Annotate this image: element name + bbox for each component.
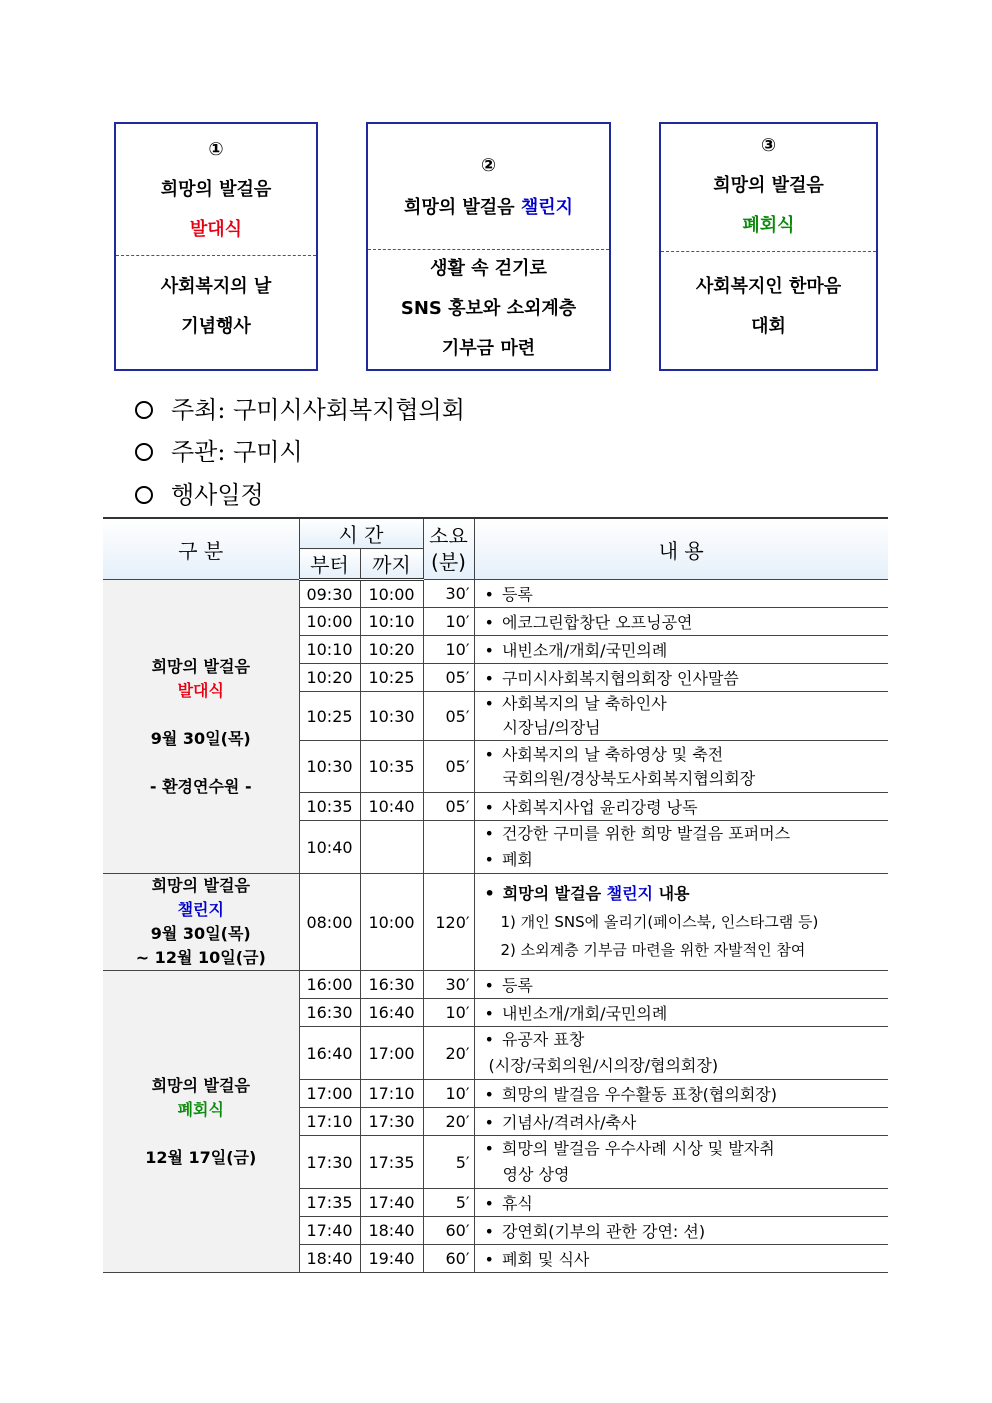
time-to: 10:40 [360,793,423,821]
content-text: • 희망의 발걸음 우수활동 표창(협의회장) [485,1085,777,1104]
box-subtitle: 폐회식 [742,215,795,236]
time-to: 17:30 [360,1108,423,1136]
time-to: 17:00 [360,1027,423,1080]
table-row [103,580,888,608]
content-text: • 사회복지사업 윤리강령 낭독 [485,798,698,817]
duration: 10′ [423,608,474,636]
content-highlight: 챌린지 [606,884,653,903]
time-to: 10:30 [360,692,423,741]
content-text: • 폐회 [485,850,533,869]
time-to: 10:00 [360,874,423,971]
content-text: • 사회복지의 날 축하인사 [485,694,667,713]
duration: 10′ [423,1080,474,1108]
schedule-title-text: 행사일정 [171,481,264,509]
circle-bullet-icon [135,443,153,461]
circle-bullet-icon [135,486,153,504]
time-from: 10:10 [299,636,360,664]
time-from: 17:30 [299,1136,360,1189]
box-desc-line: 생활 속 걷기로 [430,258,547,279]
box-desc-line: SNS 홍보와 소외계층 [400,298,577,319]
box-desc-line: 기부금 마련 [441,338,536,359]
box-number: ① [208,139,224,160]
header-duration: 소요 (분) [423,518,474,580]
box-number: ③ [760,135,777,156]
content-text: • 내빈소개/개회/국민의례 [485,1004,668,1023]
time-from: 18:40 [299,1245,360,1273]
event-box-launch [114,122,318,371]
time-from: 10:00 [299,608,360,636]
time-from: 17:10 [299,1108,360,1136]
category-cell-closing [103,971,299,1273]
content-text: • 휴식 [485,1194,533,1213]
header-category: 구 분 [103,518,299,580]
host-text: 주최: 구미시사회복지협의회 [171,396,465,424]
content-text: • 강연회(기부의 관한 강연: 션) [485,1222,706,1241]
time-to: 16:40 [360,999,423,1027]
time-from: 10:40 [299,821,360,874]
box-number: ② [480,155,497,176]
duration: 10′ [423,999,474,1027]
time-to: 17:10 [360,1080,423,1108]
category-title: 희망의 발걸음 [151,1075,250,1095]
duration: 120′ [423,874,474,971]
content-detail: 영상 상영 [502,1165,570,1184]
time-from: 16:30 [299,999,360,1027]
box-title: 희망의 발걸음 [403,197,515,218]
category-title: 희망의 발걸음 [151,876,250,895]
time-from: 16:40 [299,1027,360,1080]
category-cell-challenge [103,874,299,971]
duration: 5′ [423,1136,474,1189]
duration: 05′ [423,664,474,692]
duration: 05′ [423,793,474,821]
time-to: 10:00 [360,580,423,608]
time-to: 19:40 [360,1245,423,1273]
category-subtitle: 폐회식 [177,1099,224,1119]
content-text: 내용 [658,884,690,903]
content-text: • 기념사/격려사/축사 [485,1113,637,1132]
content-text: • 유공자 표창 [485,1030,585,1049]
organizer-text: 주관: 구미시 [171,438,303,466]
content-text: • 에코그린합창단 오프닝공연 [485,613,693,632]
content-subitem: 1) 개인 SNS에 올리기(페이스북, 인스타그램 등) [500,913,819,931]
category-date: 9월 30일(목) [150,728,251,748]
content-text: • 구미시사회복지협의회장 인사말씀 [485,669,739,688]
content-text: • 사회복지의 날 축하영상 및 축전 [485,745,724,764]
box-desc-line: 사회복지인 한마음 [695,276,842,297]
box-desc-line: 기념행사 [181,316,251,337]
box-title: 희망의 발걸음 [160,179,272,200]
time-to: 10:35 [360,741,423,793]
duration: 30′ [423,971,474,999]
category-cell-launch [103,580,299,874]
event-box-challenge [366,122,611,371]
duration: 05′ [423,741,474,793]
organizer-line [135,432,303,467]
time-to: 16:30 [360,971,423,999]
duration [423,821,474,874]
content-text: • 희망의 발걸음 우수사례 시상 및 발자취 [485,1139,775,1158]
content-text: • 희망의 발걸음 [485,884,602,903]
content-subitem: 2) 소외계층 기부금 마련을 위한 자발적인 참여 [500,941,806,959]
content-detail: (시장/국회의원/시의장/협의회장) [488,1056,719,1075]
duration: 10′ [423,636,474,664]
time-from: 10:35 [299,793,360,821]
duration: 20′ [423,1108,474,1136]
category-date: 12월 17일(금) [145,1147,257,1167]
duration: 05′ [423,692,474,741]
time-from: 09:30 [299,580,360,608]
event-box-closing [659,122,878,371]
time-from: 10:20 [299,664,360,692]
time-to: 10:20 [360,636,423,664]
host-line [135,390,465,425]
duration: 30′ [423,580,474,608]
circle-bullet-icon [135,401,153,419]
schedule-title-line [135,475,264,510]
time-from: 17:35 [299,1189,360,1217]
duration: 60′ [423,1217,474,1245]
content-detail: 시장님/의장님 [502,718,601,737]
header-from: 부터 [299,549,360,580]
box-subtitle: 발대식 [189,219,243,240]
category-venue: - 환경연수원 - [149,776,252,796]
category-title: 희망의 발걸음 [151,656,250,676]
box-subtitle: 챌린지 [520,197,574,218]
category-subtitle: 발대식 [177,680,224,700]
time-to: 10:25 [360,664,423,692]
time-to: 18:40 [360,1217,423,1245]
table-row [103,971,888,999]
box-desc-line: 대회 [751,316,786,337]
time-to: 17:35 [360,1136,423,1189]
content-text: • 폐회 및 식사 [485,1250,590,1269]
content-text: • 등록 [485,976,533,995]
category-date-end: ~ 12월 10일(금) [135,948,266,967]
duration: 5′ [423,1189,474,1217]
time-to: 10:10 [360,608,423,636]
content-text: • 등록 [485,585,533,604]
category-subtitle: 챌린지 [177,900,224,919]
time-from: 08:00 [299,874,360,971]
header-to: 까지 [360,549,423,580]
duration: 60′ [423,1245,474,1273]
content-text: • 건강한 구미를 위한 희망 발걸음 포퍼머스 [485,824,791,843]
header-time: 시 간 [299,518,423,549]
time-from: 17:40 [299,1217,360,1245]
time-from: 16:00 [299,971,360,999]
schedule-table [103,517,888,1273]
time-from: 10:30 [299,741,360,793]
time-from: 10:25 [299,692,360,741]
time-to: 17:40 [360,1189,423,1217]
content-text: • 내빈소개/개회/국민의례 [485,641,668,660]
time-to [360,821,423,874]
box-desc-line: 사회복지의 날 [160,276,272,297]
time-from: 17:00 [299,1080,360,1108]
header-content: 내 용 [474,518,888,580]
duration: 20′ [423,1027,474,1080]
table-row [103,874,888,971]
box-title: 희망의 발걸음 [713,175,824,196]
category-date: 9월 30일(목) [150,924,251,943]
content-detail: 국회의원/경상북도사회복지협의회장 [502,768,756,788]
